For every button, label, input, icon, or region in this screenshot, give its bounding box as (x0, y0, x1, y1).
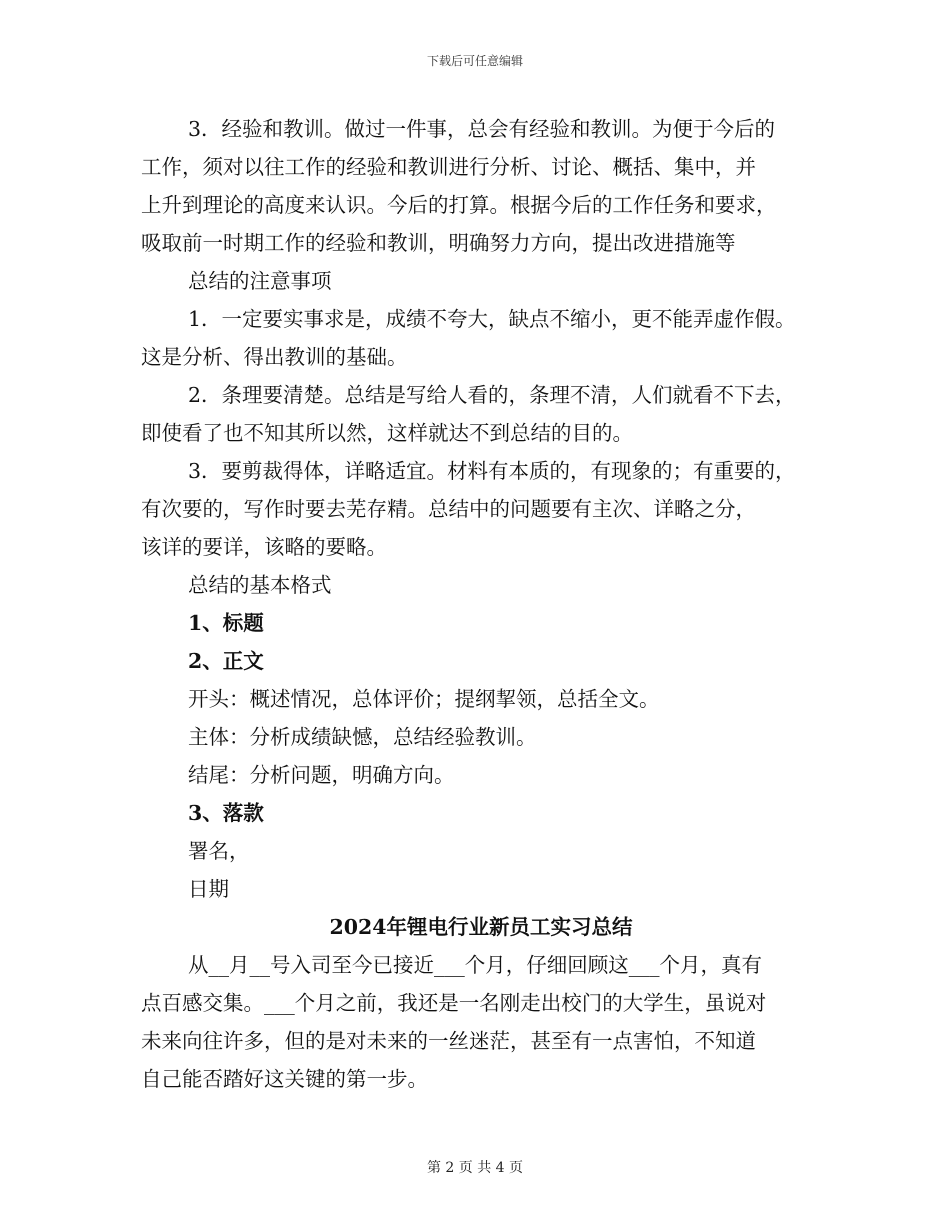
paragraph-line: 2．条理要清楚。总结是写给人看的，条理不清，人们就看不下去， (188, 383, 796, 407)
paragraph-line: 吸取前一时期工作的经验和教训，明确努力方向，提出改进措施等 (141, 231, 736, 255)
paragraph-line: 1．一定要实事求是，成绩不夸大，缺点不缩小，更不能弄虚作假。 (188, 307, 796, 331)
paragraph-line: 该详的要详，该略的要略。 (141, 535, 387, 559)
paragraph-line: 开头：概述情况，总体评价；提纲挈领，总括全文。 (188, 687, 660, 711)
paragraph-line: 有次要的，写作时要去芜存精。总结中的问题要有主次、详略之分， (141, 497, 756, 521)
paragraph-line: 工作，须对以往工作的经验和教训进行分析、讨论、概括、集中，并 (141, 155, 756, 179)
article-title: 2024年锂电行业新员工实习总结 (329, 915, 633, 939)
paragraph-line: 这是分析、得出教训的基础。 (141, 345, 408, 369)
paragraph-line: 结尾：分析问题，明确方向。 (188, 763, 455, 787)
section-heading: 总结的注意事项 (188, 269, 332, 293)
paragraph-line: 点百感交集。___个月之前，我还是一名刚走出校门的大学生，虽说对 (141, 991, 767, 1015)
paragraph-line: 主体：分析成绩缺憾，总结经验教训。 (188, 725, 537, 749)
format-item-body: 2、正文 (188, 649, 264, 673)
paragraph-line: 自己能否踏好这关键的第一步。 (141, 1067, 428, 1091)
paragraph-line: 未来向往许多，但的是对未来的一丝迷茫，甚至有一点害怕，不知道 (141, 1029, 756, 1053)
document-body (141, 110, 821, 1098)
paragraph-line: 3．经验和教训。做过一件事，总会有经验和教训。为便于今后的 (188, 117, 776, 141)
page-footer: 第 2 页 共 4 页 (426, 1160, 524, 1176)
paragraph-line: 3．要剪裁得体，详略适宜。材料有本质的，有现象的；有重要的， (188, 459, 796, 483)
page-header: 下载后可任意编辑 (426, 54, 523, 68)
paragraph-line: 署名， (188, 839, 250, 863)
paragraph-line: 上升到理论的高度来认识。今后的打算。根据今后的工作任务和要求， (141, 193, 777, 217)
format-item-signature: 3、落款 (188, 801, 264, 825)
section-heading: 总结的基本格式 (188, 573, 332, 597)
format-item-title: 1、标题 (188, 611, 264, 635)
paragraph-line: 即使看了也不知其所以然，这样就达不到总结的目的。 (141, 421, 633, 445)
paragraph-line: 日期 (188, 877, 229, 901)
paragraph-line: 从__月__号入司至今已接近___个月，仔细回顾这___个月，真有 (188, 953, 762, 977)
